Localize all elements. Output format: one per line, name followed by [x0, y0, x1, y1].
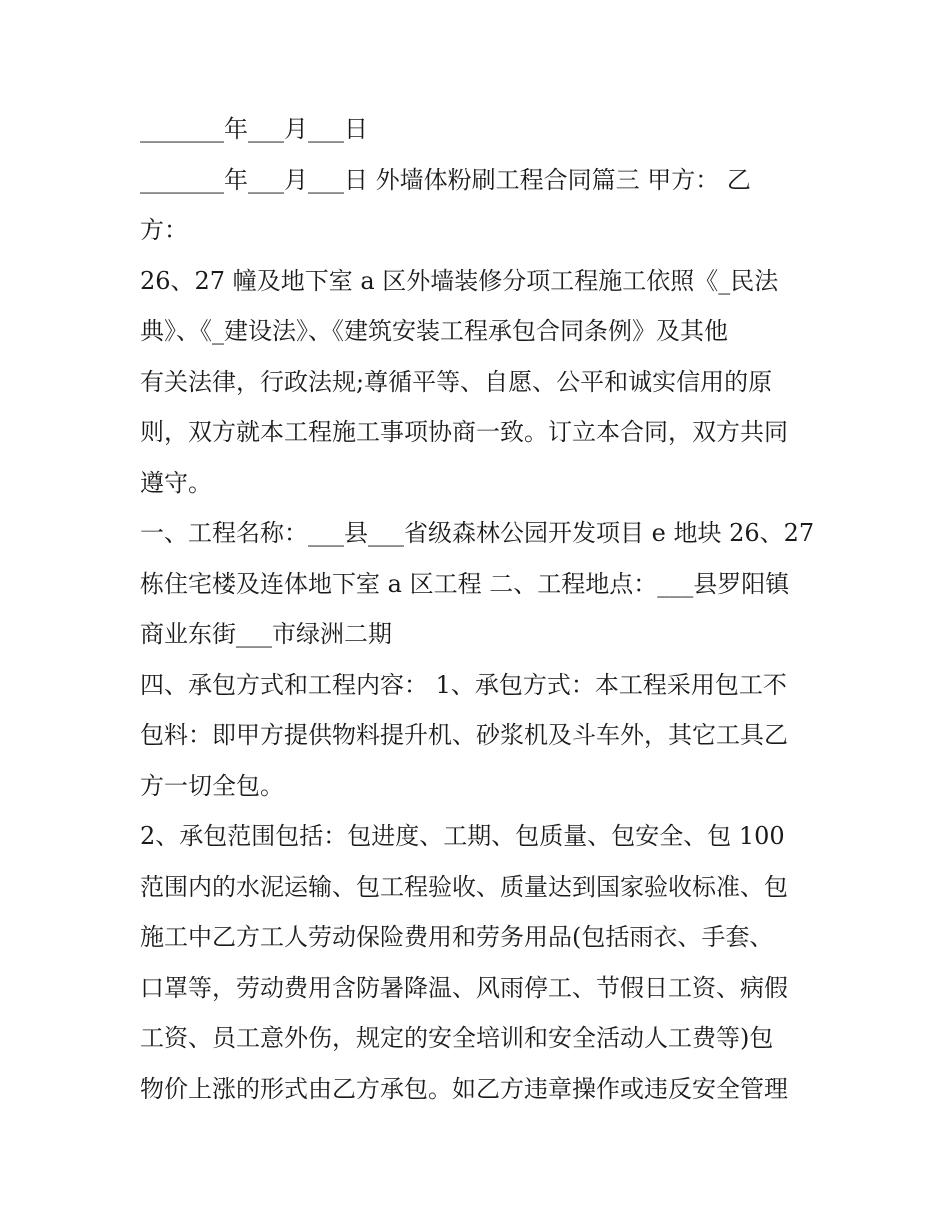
text-line: 四、承包方式和工程内容： 1、承包方式：本工程采用包工不	[140, 670, 787, 699]
text-line: 物价上涨的形式由乙方承包。如乙方违章操作或违反安全管理	[140, 1074, 788, 1103]
text-line: 典》、《_建设法》、《建筑安装工程承包合同条例》及其他	[140, 317, 728, 345]
text-line: 遵守。	[140, 468, 212, 497]
text-line: 则，双方就本工程施工事项协商一致。订立本合同，双方共同	[140, 418, 788, 446]
text-line: _______年___月___日 外墙体粉刷工程合同篇三 甲方： 乙	[140, 165, 751, 194]
text-line: 工资、员工意外伤，规定的安全培训和安全活动人工费等)包	[140, 1024, 774, 1052]
text-line: 范围内的水泥运输、包工程验收、质量达到国家验收标准、包	[140, 872, 788, 901]
text-line: 方一切全包。	[140, 771, 284, 800]
contract-text	[140, 104, 820, 1114]
text-line: 有关法律，行政法规;尊循平等、自愿、公平和诚实信用的原	[140, 367, 773, 396]
text-line: 施工中乙方工人劳动保险费用和劳务用品(包括雨衣、手套、	[140, 923, 774, 951]
text-line: 26、27 幢及地下室 a 区外墙装修分项工程施工依照《_民法	[140, 266, 779, 295]
text-line: 方：	[140, 216, 188, 244]
text-line: 包料：即甲方提供物料提升机、砂浆机及斗车外，其它工具乙	[140, 721, 788, 749]
text-line: 2、承包范围包括：包进度、工期、包质量、包安全、包 100	[140, 822, 785, 850]
text-line: _______年___月___日	[140, 115, 368, 143]
text-line: 口罩等，劳动费用含防暑降温、风雨停工、节假日工资、病假	[140, 973, 788, 1002]
text-line: 一、工程名称：___县___省级森林公园开发项目 e 地块 26、27	[140, 519, 815, 547]
text-line: 商业东街___市绿洲二期	[140, 620, 392, 648]
text-line: 栋住宅楼及连体地下室 a 区工程 二、工程地点：___县罗阳镇	[140, 569, 790, 598]
